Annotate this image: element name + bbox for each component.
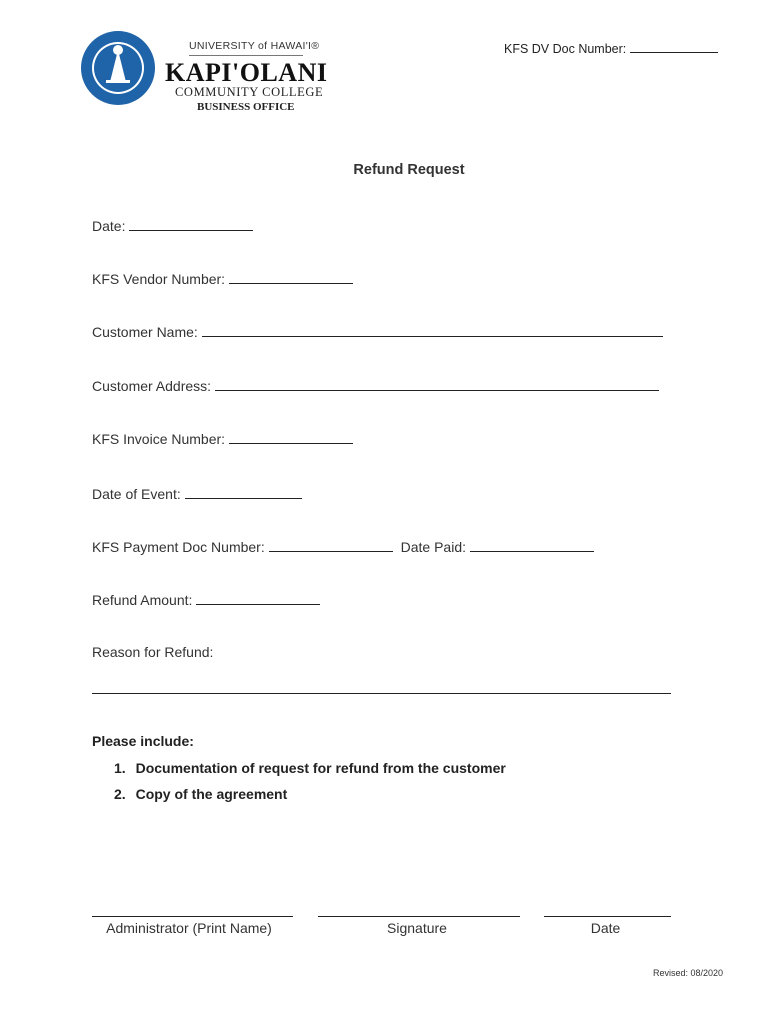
university-seal-logo — [80, 30, 156, 106]
include-item-number: 1. — [114, 760, 126, 776]
vendor-number-label: KFS Vendor Number: — [92, 271, 226, 287]
date-of-event-blank[interactable] — [185, 484, 302, 499]
date-signature-line[interactable] — [544, 916, 671, 917]
include-item-number: 2. — [114, 786, 126, 802]
logo-divider — [189, 55, 303, 56]
refund-amount-blank[interactable] — [196, 590, 320, 605]
customer-name-label: Customer Name: — [92, 324, 198, 340]
customer-address-label: Customer Address: — [92, 378, 212, 394]
customer-name-field — [92, 322, 663, 340]
date-label-bottom: Date — [590, 920, 621, 936]
college-name: KAPI'OLANI — [165, 58, 328, 87]
reason-blank-line[interactable] — [92, 693, 671, 694]
payment-doc-label: KFS Payment Doc Number: — [92, 539, 265, 555]
invoice-number-field — [92, 429, 353, 447]
refund-amount-label: Refund Amount: — [92, 592, 193, 608]
customer-address-blank[interactable] — [215, 376, 659, 391]
admin-signature-line[interactable] — [92, 916, 293, 917]
include-item-1 — [114, 760, 506, 776]
revised-date: Revised: 08/2020 — [653, 968, 724, 978]
payment-doc-field — [92, 537, 594, 555]
refund-amount-field — [92, 590, 320, 608]
signature-line[interactable] — [318, 916, 520, 917]
date-of-event-field — [92, 484, 302, 502]
include-item-2 — [114, 786, 287, 802]
date-paid-label: Date Paid: — [400, 539, 466, 555]
form-title: Refund Request — [353, 162, 465, 178]
date-blank[interactable] — [129, 216, 253, 231]
doc-number-label: KFS DV Doc Number: — [504, 42, 627, 56]
invoice-number-blank[interactable] — [229, 429, 353, 444]
date-field — [92, 216, 253, 234]
doc-number-field — [504, 38, 718, 56]
admin-label: Administrator (Print Name) — [106, 920, 272, 936]
vendor-number-blank[interactable] — [229, 269, 353, 284]
doc-number-blank[interactable] — [630, 38, 718, 53]
customer-name-blank[interactable] — [202, 322, 663, 337]
include-item-text: Copy of the agreement — [135, 786, 288, 802]
date-of-event-label: Date of Event: — [92, 486, 181, 502]
vendor-number-field — [92, 269, 353, 287]
customer-address-field — [92, 376, 659, 394]
payment-doc-blank[interactable] — [269, 537, 393, 552]
signature-label: Signature — [387, 920, 447, 936]
date-paid-blank[interactable] — [470, 537, 594, 552]
office-name: BUSINESS OFFICE — [197, 101, 295, 113]
university-line: UNIVERSITY of HAWAI'I® — [189, 40, 320, 52]
reason-label: Reason for Refund: — [92, 644, 214, 660]
include-heading: Please include: — [92, 733, 194, 749]
college-subtitle: COMMUNITY COLLEGE — [175, 85, 324, 99]
date-label: Date: — [92, 218, 126, 234]
invoice-number-label: KFS Invoice Number: — [92, 431, 226, 447]
include-item-text: Documentation of request for refund from the customer — [135, 760, 506, 776]
